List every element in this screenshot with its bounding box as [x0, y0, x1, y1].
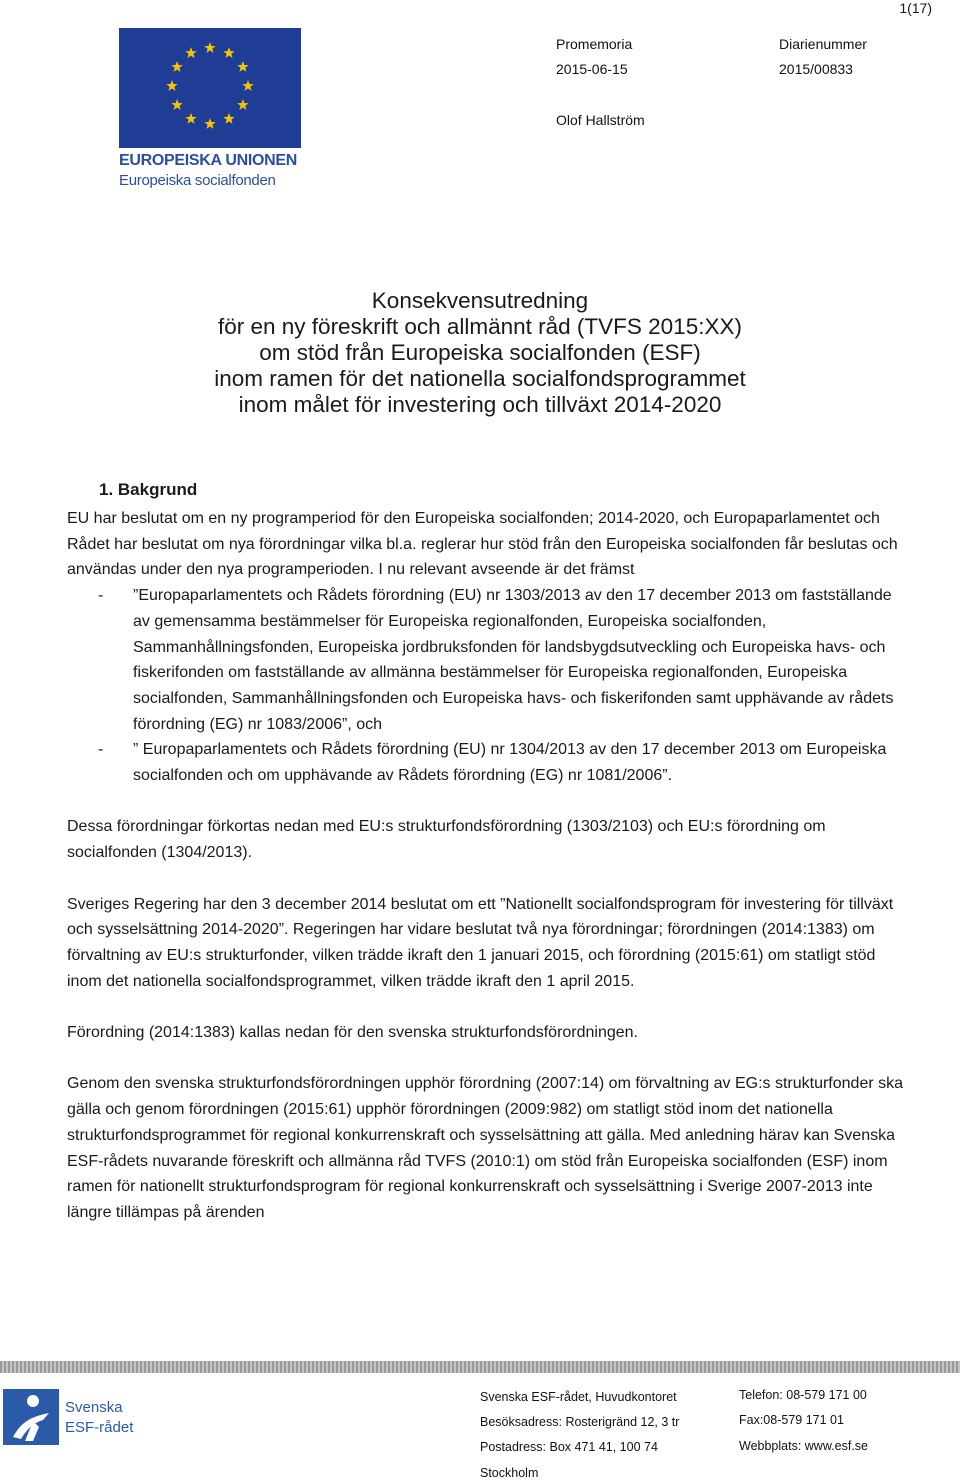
title-line: om stöd från Europeiska socialfonden (ESF)	[259, 340, 701, 365]
star-icon	[237, 61, 248, 72]
list-item-text: ” Europaparlamentets och Rådets förordning (EU) nr 1304/2013 av den 17 december 2013 om Europeiska socialfonden och om upphävande av Rådets förordning (EG) nr 1081/2006”.	[133, 741, 887, 785]
title-line: inom ramen för det nationella socialfondsprogrammet	[214, 366, 746, 391]
paragraph: Dessa förordningar förkortas nedan med EU:s strukturfondsförordning (1303/2103) och EU:s förordning om socialfonden (1304/2013).	[67, 818, 826, 862]
esf-figure-icon	[3, 1387, 133, 1447]
star-icon	[185, 47, 196, 58]
footer-visit-address: Besöksadress: Rosterigränd 12, 3 tr	[480, 1415, 680, 1429]
eu-flag-icon	[119, 28, 301, 148]
title-line: inom målet för investering och tillväxt 2014-2020	[238, 392, 722, 417]
paragraph: Förordning (2014:1383) kallas nedan för den svenska strukturfondsförordningen.	[67, 1024, 639, 1042]
diarie-value: 2015/00833	[779, 61, 853, 77]
page-number: 1(17)	[899, 0, 932, 16]
title-line: Konsekvensutredning	[371, 288, 589, 313]
section-heading: 1. Bakgrund	[99, 480, 198, 499]
esf-logo-line2: ESF-rådet	[65, 1419, 134, 1436]
title-line: för en ny föreskrift och allmännt råd (TVFS 2015:XX)	[218, 314, 742, 339]
esf-logo	[3, 1387, 133, 1447]
footer-phone: Telefon: 08-579 171 00	[739, 1388, 867, 1402]
eu-logo-line2: Europeiska socialfonden	[119, 172, 276, 189]
footer-web: Webbplats: www.esf.se	[739, 1439, 868, 1453]
esf-logo-line1: Svenska	[65, 1399, 123, 1416]
footer-org: Svenska ESF-rådet, Huvudkontoret	[480, 1390, 677, 1404]
intro-paragraph: EU har beslutat om en ny programperiod för den Europeiska socialfonden; 2014-2020, och Europaparlamentet och Rådet har beslutat om nya förordningar vilka bl.a. reglerar hur stöd från den Europeiska socialfonden får beslutas och användas under den nya programperioden. I nu relevant avseende är det främst	[67, 510, 898, 579]
footer-post-address: Postadress: Box 471 41, 100 74	[480, 1440, 658, 1454]
paragraph: Genom den svenska strukturfondsförordningen upphör förordning (2007:14) om förvaltning av EG:s strukturfonder ska gälla och genom förordningen (2015:61) upphör förordningen (2009:982) om statligt stöd inom det nationella strukturfondsprogrammet för regional konkurrenskraft och sysselsättning att gälla. Med anledning härav kan Svenska ESF-rådets nuvarande föreskrift och allmänna råd TVFS (2010:1) om stöd från Europeiska socialfonden (ESF) inom ramen för nationellt strukturfondsprogram för regional konkurrenskraft och sysselsättning i Sverige 2007-2013 inte längre tillämpas på ärenden	[67, 1075, 904, 1221]
eu-stars	[119, 28, 301, 148]
footer-city: Stockholm	[480, 1466, 539, 1480]
star-icon	[223, 113, 234, 124]
doc-author: Olof Hallström	[556, 112, 645, 128]
doc-type: Promemoria	[556, 36, 633, 52]
eu-logo-line1: EUROPEISKA UNIONEN	[119, 152, 298, 169]
list-item-text: ”Europaparlamentets och Rådets förordning (EU) nr 1303/2013 av den 17 december 2013 om fastställande av gemensamma bestämmelser för Europeiska regionalfonden, Europeiska socialfonden, Sammanhållningsfonden, Europeiska jordbruksfonden för landsbygdsutveckling och Europeiska havs- och fiskerifonden om fastställande av allmänna bestämmelser för Europeiska regionalfonden, Europeiska socialfonden, Sammanhållningsfonden och Europeiska havs- och fiskerifonden samt upphävande av rådets förordning (EG) nr 1083/2006”, och	[133, 587, 894, 733]
diarie-label: Diarienummer	[779, 36, 867, 52]
footer-fax: Fax:08-579 171 01	[739, 1413, 844, 1427]
star-icon	[171, 61, 182, 72]
eu-logo	[119, 28, 301, 193]
list-item	[67, 583, 907, 737]
star-icon	[171, 99, 182, 110]
list-dash: -	[98, 741, 104, 759]
section-bakgrund	[67, 480, 907, 1226]
star-icon	[204, 118, 215, 129]
star-icon	[242, 80, 253, 91]
star-icon	[237, 99, 248, 110]
footer-divider	[0, 1361, 960, 1373]
star-icon	[223, 47, 234, 58]
paragraph: Sveriges Regering har den 3 december 2014 beslutat om ett ”Nationellt socialfondsprogram för investering för tillväxt och sysselsättning 2014-2020”. Regeringen har vidare beslutat två nya förordningar; förordningen (2014:1383) om förvaltning av EU:s strukturfonder, vilken trädde ikraft den 1 januari 2015, och förordning (2015:61) om statligt stöd inom det nationella socialfondsprogrammet, vilken trädde ikraft den 1 april 2015.	[67, 895, 894, 990]
list-dash: -	[98, 587, 104, 605]
doc-date: 2015-06-15	[556, 61, 628, 77]
list-item	[67, 737, 907, 788]
star-icon	[204, 42, 215, 53]
document-title	[0, 288, 960, 418]
star-icon	[166, 80, 177, 91]
star-icon	[185, 113, 196, 124]
